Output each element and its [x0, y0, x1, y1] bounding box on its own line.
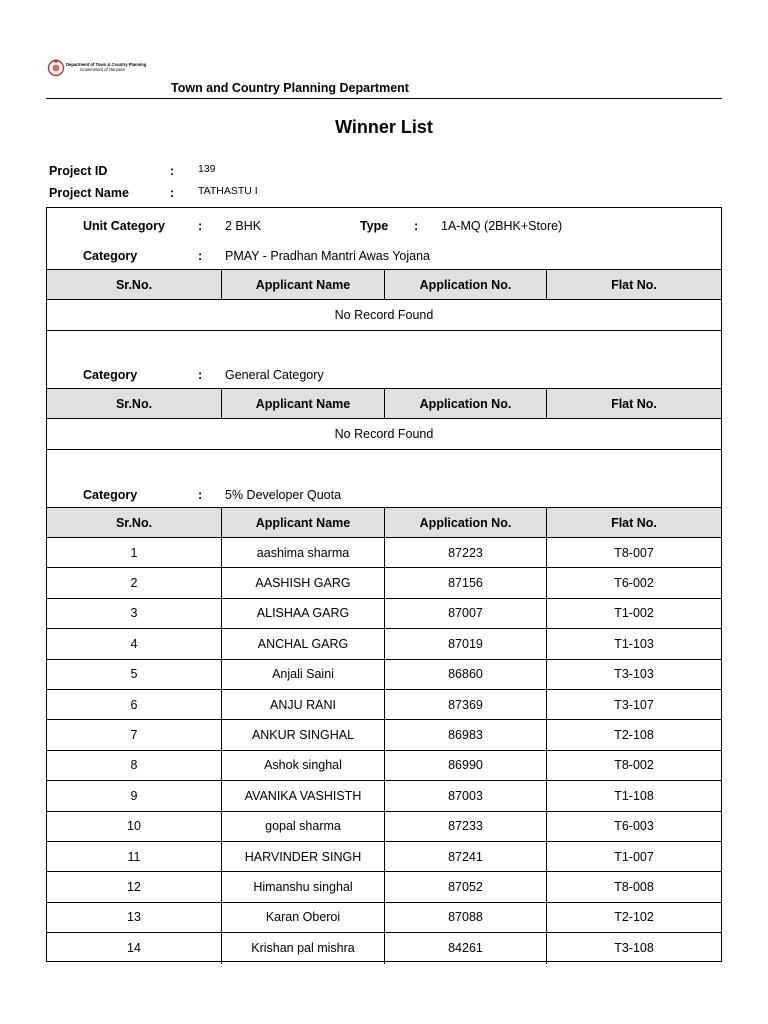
table-row — [47, 903, 721, 933]
cell-flat-no: T8-008 — [614, 880, 654, 895]
cell-applicant-name: AVANIKA VASHISTH — [222, 781, 385, 810]
cell-flat-no: T1-103 — [614, 636, 654, 651]
unit-type-colon: : — [414, 219, 419, 233]
category-value: 5% Developer Quota — [225, 488, 342, 502]
table-row — [47, 781, 721, 811]
table-row — [47, 660, 721, 690]
table-row — [47, 690, 721, 720]
cell-flat-no: T1-108 — [614, 788, 654, 803]
cell-application-no: 87088 — [385, 903, 547, 932]
cell-flat-no: T3-103 — [614, 667, 654, 682]
cell-flat-no: T1-007 — [614, 849, 654, 864]
cell-srno: 11 — [47, 842, 222, 871]
col-header-application-no: Application No. — [385, 389, 547, 418]
cell-applicant-name: ANKUR SINGHAL — [222, 720, 385, 749]
col-header-srno: Sr.No. — [47, 389, 222, 418]
winner-list-box — [46, 207, 722, 962]
project-name-colon: : — [170, 186, 175, 200]
cell-application-no: 87156 — [385, 568, 547, 597]
cell-flat-no: T6-003 — [614, 819, 654, 834]
table-header — [47, 388, 721, 419]
project-id-label: Project ID — [49, 164, 108, 178]
cell-application-no: 84261 — [385, 933, 547, 963]
cell-application-no: 87019 — [385, 629, 547, 658]
col-header-flat-no: Flat No. — [611, 515, 657, 530]
unit-type-value: 1A-MQ (2BHK+Store) — [441, 219, 563, 233]
cell-application-no: 86990 — [385, 751, 547, 780]
col-header-applicant-name: Applicant Name — [222, 508, 385, 537]
logo-line2: Government of Haryana — [80, 67, 125, 73]
table-row — [47, 751, 721, 781]
project-id-colon: : — [170, 164, 175, 178]
no-record-row: No Record Found — [47, 300, 721, 331]
category-row — [47, 488, 721, 506]
table-row — [47, 720, 721, 750]
table-header — [47, 507, 721, 538]
cell-applicant-name: ANJU RANI — [222, 690, 385, 719]
cell-applicant-name: gopal sharma — [222, 812, 385, 841]
col-header-application-no: Application No. — [385, 270, 547, 299]
table-row — [47, 599, 721, 629]
logo-line1: Department of Town & Country Planning — [66, 62, 147, 67]
table-row — [47, 812, 721, 842]
cell-srno: 2 — [47, 568, 222, 597]
department-logo — [46, 58, 156, 80]
table-row — [47, 538, 721, 568]
cell-application-no: 87003 — [385, 781, 547, 810]
cell-flat-no: T8-002 — [614, 758, 654, 773]
header-divider — [46, 98, 722, 99]
cell-application-no: 87369 — [385, 690, 547, 719]
cell-application-no: 87052 — [385, 872, 547, 901]
cell-srno: 3 — [47, 599, 222, 628]
cell-applicant-name: Krishan pal mishra — [222, 933, 385, 963]
cell-applicant-name: Himanshu singhal — [222, 872, 385, 901]
cell-srno: 6 — [47, 690, 222, 719]
col-header-srno: Sr.No. — [47, 270, 222, 299]
category-label: Category — [83, 249, 138, 263]
cell-flat-no: T1-002 — [614, 606, 654, 621]
category-value: PMAY - Pradhan Mantri Awas Yojana — [225, 249, 430, 263]
cell-flat-no: T6-002 — [614, 576, 654, 591]
cell-application-no: 87241 — [385, 842, 547, 871]
cell-srno: 8 — [47, 751, 222, 780]
cell-flat-no: T3-107 — [614, 697, 654, 712]
department-name: Town and Country Planning Department — [171, 81, 409, 95]
cell-flat-no: T8-007 — [614, 545, 654, 560]
cell-application-no: 87233 — [385, 812, 547, 841]
no-record-row: No Record Found — [47, 419, 721, 450]
unit-category-label: Unit Category — [83, 219, 165, 233]
cell-srno: 5 — [47, 660, 222, 689]
cell-application-no: 87223 — [385, 538, 547, 567]
category-value: General Category — [225, 368, 324, 382]
cell-srno: 9 — [47, 781, 222, 810]
page-title: Winner List — [335, 117, 433, 137]
cell-srno: 1 — [47, 538, 222, 567]
cell-application-no: 86983 — [385, 720, 547, 749]
haryana-seal-icon — [46, 58, 66, 78]
cell-applicant-name: AASHISH GARG — [222, 568, 385, 597]
unit-type-label: Type — [360, 219, 389, 233]
table-header — [47, 269, 721, 300]
table-row — [47, 872, 721, 902]
category-colon: : — [198, 368, 203, 382]
unit-info-row — [47, 219, 721, 237]
cell-srno: 12 — [47, 872, 222, 901]
category-row — [47, 368, 721, 386]
cell-srno: 7 — [47, 720, 222, 749]
cell-applicant-name: ANCHAL GARG — [222, 629, 385, 658]
cell-flat-no: T3-108 — [614, 941, 654, 956]
cell-applicant-name: Ashok singhal — [222, 751, 385, 780]
cell-applicant-name: ALISHAA GARG — [222, 599, 385, 628]
cell-applicant-name: Anjali Saini — [222, 660, 385, 689]
category-colon: : — [198, 249, 203, 263]
unit-category-colon: : — [198, 219, 203, 233]
cell-application-no: 87007 — [385, 599, 547, 628]
project-id-value: 139 — [198, 163, 216, 175]
cell-application-no: 86860 — [385, 660, 547, 689]
category-label: Category — [83, 488, 138, 502]
unit-category-value: 2 BHK — [225, 219, 262, 233]
category-colon: : — [198, 488, 203, 502]
col-header-application-no: Application No. — [385, 508, 547, 537]
col-header-flat-no: Flat No. — [611, 277, 657, 292]
cell-flat-no: T2-102 — [614, 910, 654, 925]
col-header-applicant-name: Applicant Name — [222, 270, 385, 299]
cell-applicant-name: Karan Oberoi — [222, 903, 385, 932]
cell-srno: 13 — [47, 903, 222, 932]
category-label: Category — [83, 368, 138, 382]
col-header-applicant-name: Applicant Name — [222, 389, 385, 418]
cell-applicant-name: HARVINDER SINGH — [222, 842, 385, 871]
col-header-srno: Sr.No. — [47, 508, 222, 537]
table-row — [47, 568, 721, 598]
table-row — [47, 629, 721, 659]
table-row — [47, 842, 721, 872]
cell-flat-no: T2-108 — [614, 728, 654, 743]
table-row — [47, 933, 721, 963]
col-header-flat-no: Flat No. — [611, 396, 657, 411]
cell-srno: 4 — [47, 629, 222, 658]
cell-applicant-name: aashima sharma — [222, 538, 385, 567]
cell-srno: 10 — [47, 812, 222, 841]
cell-srno: 14 — [47, 933, 222, 963]
project-name-value: TATHASTU I — [198, 185, 258, 197]
category-row — [47, 249, 721, 267]
project-name-label: Project Name — [49, 186, 129, 200]
